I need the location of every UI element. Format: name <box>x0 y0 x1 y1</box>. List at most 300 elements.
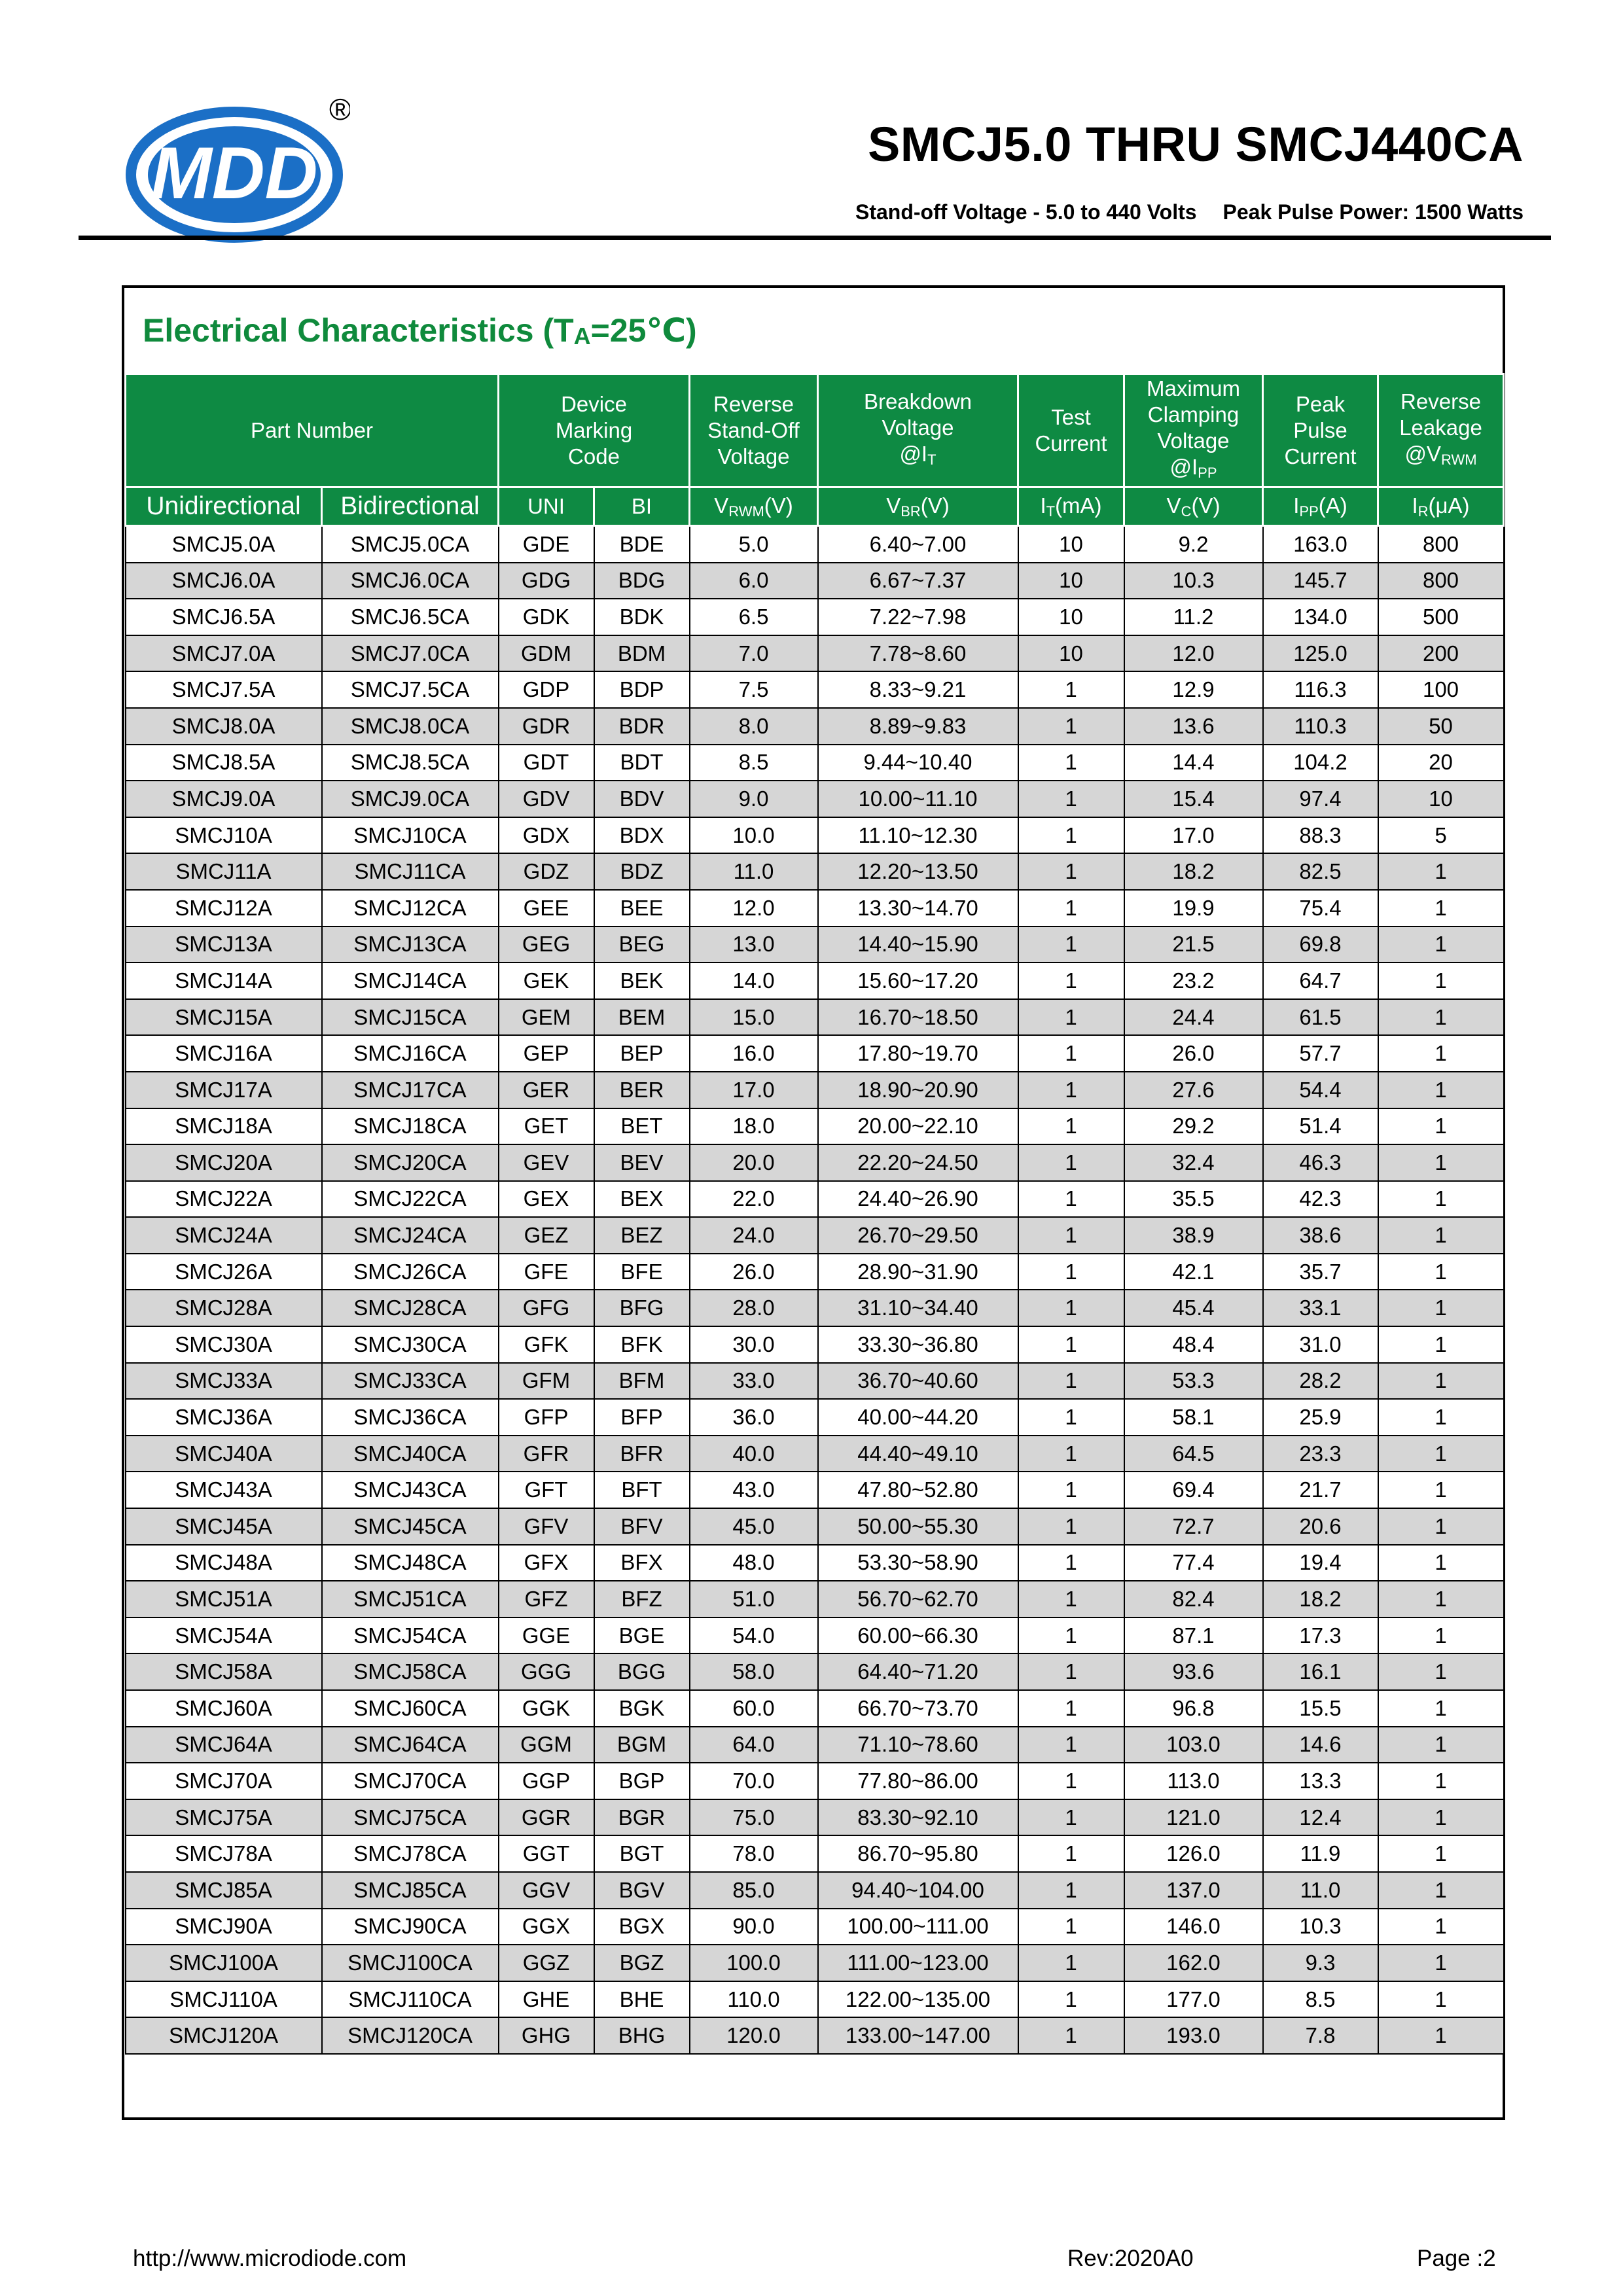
header-vbr: $V_{BR}(V)$ <box>818 487 1018 526</box>
cell-vc: 87.1 <box>1124 1617 1263 1654</box>
cell-uni-part: SMCJ78A <box>126 1835 322 1872</box>
cell-vrwm: 9.0 <box>690 781 818 817</box>
table-row <box>126 1799 1504 1836</box>
cell-it: 1 <box>1018 1653 1124 1690</box>
cell-ir: 1 <box>1378 927 1504 963</box>
cell-bi-part: SMCJ24CA <box>322 1217 499 1254</box>
footer-page-number: Page :2 <box>1417 2246 1496 2271</box>
cell-it: 1 <box>1018 890 1124 927</box>
cell-vc: 113.0 <box>1124 1763 1263 1799</box>
cell-vc: 58.1 <box>1124 1399 1263 1436</box>
cell-vbr: 8.89~9.83 <box>818 708 1018 745</box>
cell-vc: 193.0 <box>1124 2017 1263 2054</box>
cell-vc: 96.8 <box>1124 1690 1263 1727</box>
cell-it: 1 <box>1018 1545 1124 1581</box>
cell-uni-code: GFV <box>499 1508 594 1545</box>
header-divider <box>79 236 1551 240</box>
cell-vc: 19.9 <box>1124 890 1263 927</box>
cell-vrwm: 13.0 <box>690 927 818 963</box>
cell-bi-code: BEK <box>594 963 690 999</box>
cell-bi-code: BFM <box>594 1363 690 1400</box>
cell-uni-part: SMCJ7.5A <box>126 671 322 708</box>
cell-vbr: 31.10~34.40 <box>818 1290 1018 1326</box>
cell-vc: 35.5 <box>1124 1181 1263 1218</box>
table-row <box>126 1363 1504 1400</box>
cell-bi-code: BFG <box>594 1290 690 1326</box>
cell-vc: 82.4 <box>1124 1581 1263 1617</box>
cell-uni-code: GFK <box>499 1326 594 1363</box>
cell-bi-part: SMCJ12CA <box>322 890 499 927</box>
cell-vc: 18.2 <box>1124 853 1263 890</box>
cell-ipp: 8.5 <box>1263 1981 1378 2018</box>
cell-vc: 13.6 <box>1124 708 1263 745</box>
cell-ir: 1 <box>1378 890 1504 927</box>
cell-bi-part: SMCJ70CA <box>322 1763 499 1799</box>
cell-vc: 103.0 <box>1124 1727 1263 1763</box>
registered-mark: ® <box>329 92 350 126</box>
cell-uni-part: SMCJ26A <box>126 1254 322 1290</box>
cell-vrwm: 26.0 <box>690 1254 818 1290</box>
cell-vbr: 6.40~7.00 <box>818 526 1018 563</box>
header-bidirectional: Bidirectional <box>322 487 499 526</box>
cell-uni-code: GDV <box>499 781 594 817</box>
table-row <box>126 1872 1504 1909</box>
cell-vc: 121.0 <box>1124 1799 1263 1836</box>
cell-uni-part: SMCJ15A <box>126 999 322 1036</box>
cell-uni-part: SMCJ12A <box>126 890 322 927</box>
cell-it: 1 <box>1018 1072 1124 1108</box>
cell-ir: 1 <box>1378 1727 1504 1763</box>
table-row <box>126 1981 1504 2018</box>
cell-vrwm: 60.0 <box>690 1690 818 1727</box>
header-standoff: Reverse Stand-Off Voltage <box>690 374 818 487</box>
cell-bi-code: BDX <box>594 817 690 854</box>
cell-ir: 1 <box>1378 1035 1504 1072</box>
cell-vrwm: 30.0 <box>690 1326 818 1363</box>
cell-ir: 100 <box>1378 671 1504 708</box>
cell-vbr: 86.70~95.80 <box>818 1835 1018 1872</box>
cell-ir: 1 <box>1378 1144 1504 1181</box>
cell-ipp: 88.3 <box>1263 817 1378 854</box>
cell-ipp: 14.6 <box>1263 1727 1378 1763</box>
cell-bi-code: BFE <box>594 1254 690 1290</box>
cell-it: 10 <box>1018 526 1124 563</box>
cell-bi-code: BFT <box>594 1472 690 1508</box>
cell-it: 1 <box>1018 1835 1124 1872</box>
cell-ir: 1 <box>1378 1690 1504 1727</box>
cell-it: 1 <box>1018 671 1124 708</box>
cell-bi-part: SMCJ45CA <box>322 1508 499 1545</box>
cell-ir: 1 <box>1378 1799 1504 1836</box>
cell-bi-code: BGZ <box>594 1945 690 1981</box>
cell-ipp: 42.3 <box>1263 1181 1378 1218</box>
cell-bi-part: SMCJ9.0CA <box>322 781 499 817</box>
cell-uni-code: GFX <box>499 1545 594 1581</box>
cell-ir: 1 <box>1378 1581 1504 1617</box>
cell-bi-code: BEP <box>594 1035 690 1072</box>
cell-bi-part: SMCJ14CA <box>322 963 499 999</box>
cell-ir: 1 <box>1378 853 1504 890</box>
cell-uni-code: GDZ <box>499 853 594 890</box>
cell-bi-part: SMCJ40CA <box>322 1436 499 1472</box>
cell-vbr: 100.00~111.00 <box>818 1909 1018 1945</box>
table-row <box>126 1326 1504 1363</box>
cell-ipp: 18.2 <box>1263 1581 1378 1617</box>
table-row <box>126 1399 1504 1436</box>
cell-bi-code: BDR <box>594 708 690 745</box>
cell-vc: 26.0 <box>1124 1035 1263 1072</box>
cell-vbr: 40.00~44.20 <box>818 1399 1018 1436</box>
cell-bi-part: SMCJ120CA <box>322 2017 499 2054</box>
cell-bi-part: SMCJ51CA <box>322 1581 499 1617</box>
cell-vc: 162.0 <box>1124 1945 1263 1981</box>
header-unidirectional: Unidirectional <box>126 487 322 526</box>
cell-uni-code: GGG <box>499 1653 594 1690</box>
cell-bi-part: SMCJ16CA <box>322 1035 499 1072</box>
cell-ipp: 61.5 <box>1263 999 1378 1036</box>
cell-uni-part: SMCJ60A <box>126 1690 322 1727</box>
cell-bi-part: SMCJ18CA <box>322 1108 499 1145</box>
cell-uni-part: SMCJ110A <box>126 1981 322 2018</box>
cell-uni-code: GDR <box>499 708 594 745</box>
cell-ir: 50 <box>1378 708 1504 745</box>
cell-vrwm: 54.0 <box>690 1617 818 1654</box>
cell-uni-code: GEK <box>499 963 594 999</box>
header-vc: $V_C(V)$ <box>1124 487 1263 526</box>
cell-ir: 1 <box>1378 1399 1504 1436</box>
mdd-logo-icon <box>124 88 350 245</box>
cell-bi-part: SMCJ85CA <box>322 1872 499 1909</box>
cell-vrwm: 75.0 <box>690 1799 818 1836</box>
cell-ir: 1 <box>1378 1472 1504 1508</box>
cell-bi-code: BDM <box>594 635 690 672</box>
cell-vc: 177.0 <box>1124 1981 1263 2018</box>
cell-bi-part: SMCJ58CA <box>322 1653 499 1690</box>
header-clamping: Maximum Clamping Voltage $@I_{PP}$ <box>1124 374 1263 487</box>
cell-ipp: 64.7 <box>1263 963 1378 999</box>
cell-bi-code: BDG <box>594 563 690 599</box>
cell-vc: 93.6 <box>1124 1653 1263 1690</box>
cell-uni-part: SMCJ22A <box>126 1181 322 1218</box>
cell-uni-part: SMCJ9.0A <box>126 781 322 817</box>
cell-uni-code: GFG <box>499 1290 594 1326</box>
cell-vrwm: 120.0 <box>690 2017 818 2054</box>
cell-it: 1 <box>1018 1363 1124 1400</box>
cell-ipp: 20.6 <box>1263 1508 1378 1545</box>
cell-bi-part: SMCJ43CA <box>322 1472 499 1508</box>
cell-ipp: 82.5 <box>1263 853 1378 890</box>
table-row <box>126 1545 1504 1581</box>
cell-vc: 14.4 <box>1124 745 1263 781</box>
cell-it: 1 <box>1018 1035 1124 1072</box>
cell-it: 1 <box>1018 1727 1124 1763</box>
cell-vrwm: 24.0 <box>690 1217 818 1254</box>
cell-vrwm: 70.0 <box>690 1763 818 1799</box>
cell-vbr: 44.40~49.10 <box>818 1436 1018 1472</box>
logo-text: MDD <box>151 132 318 214</box>
table-row <box>126 1072 1504 1108</box>
cell-ir: 5 <box>1378 817 1504 854</box>
cell-ipp: 12.4 <box>1263 1799 1378 1836</box>
cell-it: 1 <box>1018 1472 1124 1508</box>
cell-bi-part: SMCJ17CA <box>322 1072 499 1108</box>
cell-vbr: 28.90~31.90 <box>818 1254 1018 1290</box>
cell-ir: 1 <box>1378 1436 1504 1472</box>
cell-it: 1 <box>1018 1690 1124 1727</box>
cell-bi-code: BGX <box>594 1909 690 1945</box>
cell-bi-code: BEG <box>594 927 690 963</box>
table-row <box>126 963 1504 999</box>
cell-vc: 48.4 <box>1124 1326 1263 1363</box>
cell-bi-part: SMCJ30CA <box>322 1326 499 1363</box>
cell-bi-code: BFZ <box>594 1581 690 1617</box>
cell-bi-part: SMCJ8.0CA <box>322 708 499 745</box>
cell-vbr: 24.40~26.90 <box>818 1181 1018 1218</box>
cell-uni-part: SMCJ20A <box>126 1144 322 1181</box>
cell-bi-part: SMCJ75CA <box>322 1799 499 1836</box>
cell-vrwm: 5.0 <box>690 526 818 563</box>
cell-bi-code: BGV <box>594 1872 690 1909</box>
cell-vc: 12.0 <box>1124 635 1263 672</box>
cell-it: 1 <box>1018 1217 1124 1254</box>
cell-vc: 38.9 <box>1124 1217 1263 1254</box>
cell-uni-part: SMCJ16A <box>126 1035 322 1072</box>
cell-vc: 77.4 <box>1124 1545 1263 1581</box>
cell-ir: 1 <box>1378 1326 1504 1363</box>
table-header-row <box>126 374 1504 487</box>
cell-ipp: 57.7 <box>1263 1035 1378 1072</box>
cell-vc: 10.3 <box>1124 563 1263 599</box>
table-row <box>126 635 1504 672</box>
cell-uni-part: SMCJ10A <box>126 817 322 854</box>
cell-bi-code: BGK <box>594 1690 690 1727</box>
cell-ipp: 134.0 <box>1263 599 1378 635</box>
cell-vc: 45.4 <box>1124 1290 1263 1326</box>
table-row <box>126 1581 1504 1617</box>
table-row <box>126 1144 1504 1181</box>
cell-uni-code: GGZ <box>499 1945 594 1981</box>
cell-bi-code: BGT <box>594 1835 690 1872</box>
cell-vbr: 33.30~36.80 <box>818 1326 1018 1363</box>
cell-ipp: 145.7 <box>1263 563 1378 599</box>
table-row <box>126 708 1504 745</box>
cell-bi-part: SMCJ13CA <box>322 927 499 963</box>
cell-vrwm: 36.0 <box>690 1399 818 1436</box>
cell-ir: 1 <box>1378 1072 1504 1108</box>
cell-ir: 1 <box>1378 1290 1504 1326</box>
cell-ir: 1 <box>1378 2017 1504 2054</box>
cell-uni-part: SMCJ30A <box>126 1326 322 1363</box>
cell-ipp: 25.9 <box>1263 1399 1378 1436</box>
cell-ipp: 110.3 <box>1263 708 1378 745</box>
footer-url[interactable]: http://www.microdiode.com <box>133 2246 407 2271</box>
cell-ir: 1 <box>1378 999 1504 1036</box>
table-row <box>126 817 1504 854</box>
cell-uni-code: GDG <box>499 563 594 599</box>
cell-ir: 1 <box>1378 1872 1504 1909</box>
cell-it: 1 <box>1018 1508 1124 1545</box>
cell-vrwm: 6.0 <box>690 563 818 599</box>
table-row <box>126 1835 1504 1872</box>
cell-vrwm: 28.0 <box>690 1290 818 1326</box>
table-row <box>126 1763 1504 1799</box>
cell-ipp: 21.7 <box>1263 1472 1378 1508</box>
cell-vbr: 83.30~92.10 <box>818 1799 1018 1836</box>
cell-bi-code: BDZ <box>594 853 690 890</box>
cell-uni-part: SMCJ6.0A <box>126 563 322 599</box>
cell-ir: 1 <box>1378 1508 1504 1545</box>
cell-ir: 800 <box>1378 526 1504 563</box>
cell-it: 10 <box>1018 599 1124 635</box>
cell-ir: 800 <box>1378 563 1504 599</box>
cell-it: 1 <box>1018 1181 1124 1218</box>
cell-ir: 1 <box>1378 1254 1504 1290</box>
cell-it: 1 <box>1018 963 1124 999</box>
cell-vbr: 64.40~71.20 <box>818 1653 1018 1690</box>
cell-ipp: 163.0 <box>1263 526 1378 563</box>
cell-ipp: 69.8 <box>1263 927 1378 963</box>
cell-ir: 1 <box>1378 1617 1504 1654</box>
cell-uni-part: SMCJ17A <box>126 1072 322 1108</box>
cell-bi-part: SMCJ10CA <box>322 817 499 854</box>
cell-vrwm: 22.0 <box>690 1181 818 1218</box>
header-marking-code: Device Marking Code <box>499 374 690 487</box>
cell-vrwm: 78.0 <box>690 1835 818 1872</box>
table-row <box>126 2017 1504 2054</box>
cell-uni-code: GGX <box>499 1909 594 1945</box>
cell-it: 1 <box>1018 1981 1124 2018</box>
cell-ipp: 16.1 <box>1263 1653 1378 1690</box>
cell-uni-part: SMCJ24A <box>126 1217 322 1254</box>
cell-bi-part: SMCJ22CA <box>322 1181 499 1218</box>
cell-vbr: 7.22~7.98 <box>818 599 1018 635</box>
cell-bi-code: BEV <box>594 1144 690 1181</box>
cell-uni-code: GEV <box>499 1144 594 1181</box>
footer-revision: Rev:2020A0 <box>1067 2246 1194 2271</box>
cell-vbr: 11.10~12.30 <box>818 817 1018 854</box>
cell-vrwm: 43.0 <box>690 1472 818 1508</box>
peak-power-text: Peak Pulse Power: 1500 Watts <box>1222 200 1524 224</box>
cell-it: 1 <box>1018 1909 1124 1945</box>
cell-bi-code: BFP <box>594 1399 690 1436</box>
cell-ir: 500 <box>1378 599 1504 635</box>
section-title: Electrical Characteristics $(T_A=25℃)$ <box>143 312 697 349</box>
cell-uni-part: SMCJ18A <box>126 1108 322 1145</box>
cell-bi-code: BER <box>594 1072 690 1108</box>
cell-uni-part: SMCJ64A <box>126 1727 322 1763</box>
cell-ipp: 17.3 <box>1263 1617 1378 1654</box>
cell-vc: 23.2 <box>1124 963 1263 999</box>
cell-it: 1 <box>1018 1872 1124 1909</box>
cell-bi-part: SMCJ7.5CA <box>322 671 499 708</box>
cell-ir: 1 <box>1378 963 1504 999</box>
cell-vbr: 53.30~58.90 <box>818 1545 1018 1581</box>
cell-vbr: 6.67~7.37 <box>818 563 1018 599</box>
table-subheader-row <box>126 487 1504 526</box>
table-row <box>126 890 1504 927</box>
cell-bi-part: SMCJ6.0CA <box>322 563 499 599</box>
cell-vc: 12.9 <box>1124 671 1263 708</box>
cell-uni-part: SMCJ90A <box>126 1909 322 1945</box>
cell-vrwm: 100.0 <box>690 1945 818 1981</box>
cell-vbr: 60.00~66.30 <box>818 1617 1018 1654</box>
cell-uni-code: GFE <box>499 1254 594 1290</box>
cell-it: 1 <box>1018 1763 1124 1799</box>
cell-uni-part: SMCJ13A <box>126 927 322 963</box>
cell-bi-code: BHG <box>594 2017 690 2054</box>
header-part-number: Part Number <box>126 374 499 487</box>
cell-uni-code: GGV <box>499 1872 594 1909</box>
table-row <box>126 745 1504 781</box>
cell-vbr: 18.90~20.90 <box>818 1072 1018 1108</box>
cell-vbr: 10.00~11.10 <box>818 781 1018 817</box>
cell-ipp: 35.7 <box>1263 1254 1378 1290</box>
cell-uni-code: GEE <box>499 890 594 927</box>
cell-it: 1 <box>1018 1799 1124 1836</box>
cell-ipp: 38.6 <box>1263 1217 1378 1254</box>
cell-vbr: 7.78~8.60 <box>818 635 1018 672</box>
table-row <box>126 1690 1504 1727</box>
cell-it: 1 <box>1018 1436 1124 1472</box>
cell-vc: 42.1 <box>1124 1254 1263 1290</box>
table-row <box>126 1181 1504 1218</box>
cell-vc: 17.0 <box>1124 817 1263 854</box>
cell-vrwm: 40.0 <box>690 1436 818 1472</box>
table-row <box>126 927 1504 963</box>
cell-it: 1 <box>1018 1326 1124 1363</box>
cell-uni-part: SMCJ75A <box>126 1799 322 1836</box>
table-row <box>126 1290 1504 1326</box>
cell-bi-code: BFV <box>594 1508 690 1545</box>
cell-uni-code: GEM <box>499 999 594 1036</box>
cell-it: 1 <box>1018 1144 1124 1181</box>
cell-ipp: 9.3 <box>1263 1945 1378 1981</box>
cell-ir: 1 <box>1378 1108 1504 1145</box>
cell-ipp: 104.2 <box>1263 745 1378 781</box>
cell-bi-part: SMCJ100CA <box>322 1945 499 1981</box>
cell-ipp: 15.5 <box>1263 1690 1378 1727</box>
cell-uni-part: SMCJ54A <box>126 1617 322 1654</box>
cell-uni-part: SMCJ14A <box>126 963 322 999</box>
cell-ipp: 54.4 <box>1263 1072 1378 1108</box>
cell-uni-part: SMCJ8.5A <box>126 745 322 781</box>
cell-ir: 1 <box>1378 1217 1504 1254</box>
cell-vrwm: 11.0 <box>690 853 818 890</box>
cell-vbr: 66.70~73.70 <box>818 1690 1018 1727</box>
cell-vrwm: 14.0 <box>690 963 818 999</box>
cell-uni-part: SMCJ58A <box>126 1653 322 1690</box>
cell-ir: 1 <box>1378 1653 1504 1690</box>
cell-vrwm: 12.0 <box>690 890 818 927</box>
cell-uni-part: SMCJ33A <box>126 1363 322 1400</box>
cell-vc: 9.2 <box>1124 526 1263 563</box>
cell-bi-code: BDE <box>594 526 690 563</box>
cell-ipp: 31.0 <box>1263 1326 1378 1363</box>
cell-vbr: 13.30~14.70 <box>818 890 1018 927</box>
header-bi-code: BI <box>594 487 690 526</box>
header-ir: $I_R(\mu A)$ <box>1378 487 1504 526</box>
cell-bi-code: BGM <box>594 1727 690 1763</box>
cell-it: 10 <box>1018 635 1124 672</box>
page-subtitle <box>855 200 1524 224</box>
cell-uni-code: GHG <box>499 2017 594 2054</box>
table-row <box>126 526 1504 563</box>
cell-uni-part: SMCJ11A <box>126 853 322 890</box>
cell-it: 1 <box>1018 1617 1124 1654</box>
table-row <box>126 1617 1504 1654</box>
cell-it: 1 <box>1018 1581 1124 1617</box>
cell-ipp: 125.0 <box>1263 635 1378 672</box>
